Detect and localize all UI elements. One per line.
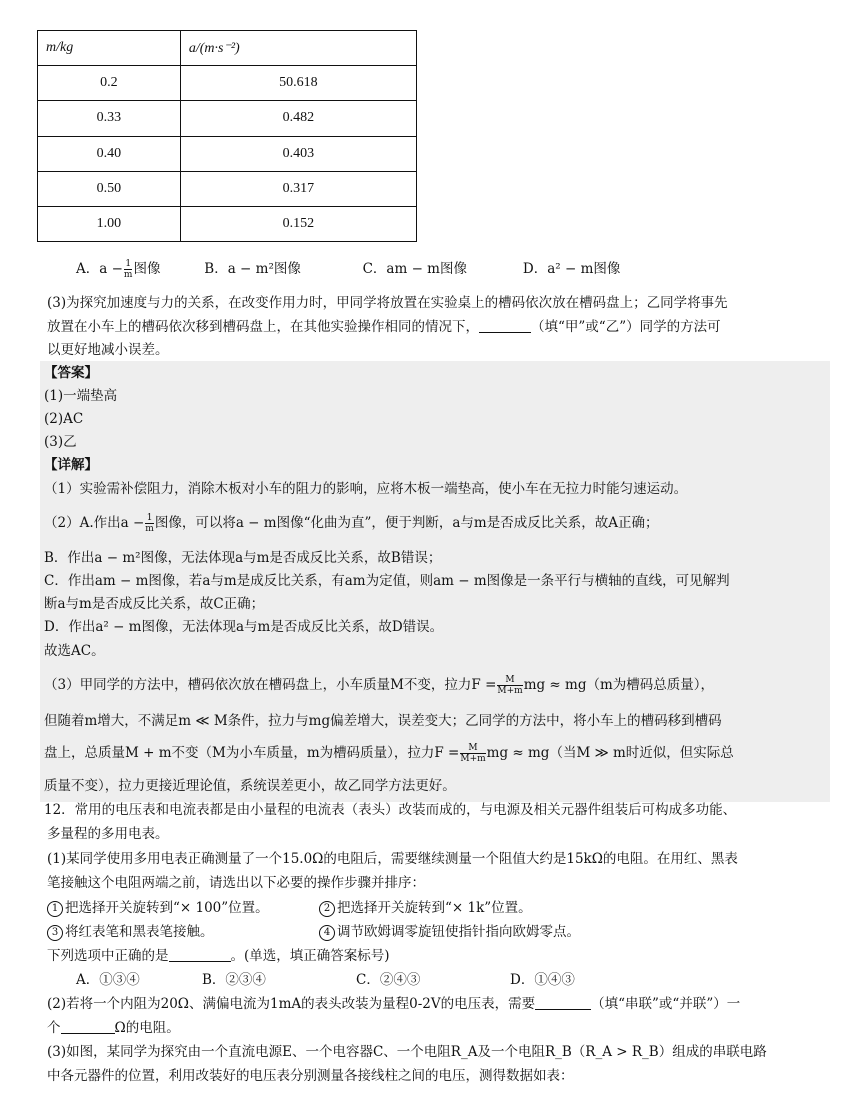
- answer-blank: [535, 995, 591, 1010]
- detail-p7-prefix: （3）甲同学的方法中，槽码依次放在槽码盘上，小车质量M不变，拉力F =: [44, 677, 497, 693]
- cell-mass: 0.50: [38, 171, 181, 206]
- detail-p9-fraction: [460, 743, 485, 764]
- fraction-numerator: M: [460, 743, 485, 754]
- detail-p9-prefix: 盘上，总质量M + m不变（M为小车质量，m为槽码质量），拉力F =: [44, 745, 460, 761]
- circled-number: 4: [319, 925, 335, 941]
- cell-mass: 0.33: [38, 101, 181, 136]
- fraction-denominator: M+m: [497, 686, 523, 696]
- detail-p3: B．作出a − m²图像，无法体现a与m是否成反比关系，故B错误；: [44, 550, 442, 566]
- detail-p4a: C．作出am − m图像，若a与m是成反比关系，有am为定值，则am − m图像是一条平行与横轴的直线，可见解判: [44, 573, 730, 589]
- fraction-numerator: 1: [125, 259, 132, 269]
- q3-line-2-prefix: 放置在小车上的槽码依次移到槽码盘上，在其他实验操作相同的情况下，: [47, 319, 479, 335]
- q12-p1b: 笔接触这个电阻两端之前，请选出以下必要的操作步骤并排序：: [47, 875, 425, 891]
- detail-p7-suffix: mg ≈ mg（m为槽码总质量），: [523, 677, 715, 693]
- cell-acceleration: 0.403: [180, 136, 416, 171]
- q12-p2b-prefix: 个: [47, 1020, 61, 1036]
- step-3-text: 将红表笔和黑表笔接触。: [65, 924, 214, 940]
- step-2: [319, 900, 532, 916]
- q12-p2b: [47, 1017, 834, 1039]
- q12-steps-row-2: [47, 921, 834, 943]
- q3-line-2-suffix: （填“甲”或“乙”）同学的方法可: [531, 319, 721, 335]
- q12-p2-prefix: (2)若将一个内阻为20Ω、满偏电流为1mA的表头改装为量程0-2V的电压表，需要: [47, 996, 536, 1012]
- step-2-text: 把选择开关旋转到“× 1k”位置。: [337, 900, 532, 916]
- header-acceleration: a/(m·s⁻²): [180, 31, 416, 66]
- q12-steps-row-1: [47, 897, 834, 919]
- q12-line-2: 多量程的多用电表。: [47, 826, 169, 842]
- table-row: [38, 101, 417, 136]
- fraction-numerator: M: [497, 675, 522, 686]
- header-mass: m/kg: [38, 31, 181, 66]
- fraction-denominator: m: [123, 270, 133, 280]
- q12-ask-suffix: 。(单选，填正确答案标号): [230, 948, 390, 964]
- fraction-numerator: 1: [146, 513, 153, 523]
- q3-line-2: [47, 316, 834, 338]
- detail-p2-suffix: 图像，可以将a − m图像“化曲为直”，便于判断，a与m是否成反比关系，故A正确；: [154, 515, 659, 531]
- q2-options: [76, 257, 620, 280]
- detail-title: 【详解】: [44, 457, 98, 473]
- q12-p3b: 中各元器件的位置，利用改装好的电压表分别测量各接线柱之间的电压，测得数据如表：: [47, 1068, 574, 1084]
- answer-title: 【答案】: [44, 365, 98, 381]
- step-4: [319, 924, 580, 940]
- cell-acceleration: 0.317: [180, 171, 416, 206]
- detail-p5: D．作出a² − m图像，无法体现a与m是否成反比关系，故D错误。: [44, 619, 444, 635]
- option-b: B．a − m²图像: [204, 261, 301, 277]
- q3-line-1: (3)为探究加速度与力的关系，在改变作用力时，甲同学将放置在实验桌上的槽码依次放在槽码盘上；乙同学将事先: [47, 295, 728, 311]
- answer-blank: [61, 1019, 115, 1034]
- q12-options: [76, 969, 834, 991]
- cell-acceleration: 0.152: [180, 206, 416, 241]
- detail-p6: 故选AC。: [44, 643, 105, 659]
- detail-p2-fraction: [145, 513, 154, 534]
- mass-acceleration-table: [37, 30, 417, 242]
- option-d: D．a² − m图像: [522, 261, 621, 277]
- cell-mass: 0.2: [38, 66, 181, 101]
- circled-number: 2: [319, 901, 335, 917]
- detail-p2-prefix: （2）A.作出a −: [44, 515, 145, 531]
- fraction-denominator: M+m: [460, 754, 486, 764]
- step-1-text: 把选择开关旋转到“× 100”位置。: [65, 900, 269, 916]
- answer-item-2: (2)AC: [44, 411, 84, 427]
- q12-p2b-suffix: Ω的电阻。: [114, 1020, 180, 1036]
- cell-mass: 1.00: [38, 206, 181, 241]
- step-1: [47, 897, 319, 919]
- circled-number: 1: [47, 901, 63, 917]
- table-row: [38, 171, 417, 206]
- detail-p2: [44, 512, 834, 534]
- detail-p9-suffix: mg ≈ mg（当M ≫ m时近似，但实际总: [486, 745, 734, 761]
- fraction-denominator: m: [145, 524, 154, 534]
- q12-p1a: (1)某同学使用多用电表正确测量了一个15.0Ω的电阻后，需要继续测量一个阻值大约是15kΩ的电阻。在用红、黑表: [47, 851, 738, 867]
- q12-option-b: B．②③④: [202, 972, 266, 988]
- q12-option-d: D．①④③: [510, 972, 575, 988]
- detail-p10: 质量不变），拉力更接近理论值，系统误差更小，故乙同学方法更好。: [44, 778, 456, 794]
- q3-line-3: 以更好地减小误差。: [47, 342, 169, 358]
- option-a-fraction: [124, 259, 133, 280]
- q12-ask: [47, 945, 834, 967]
- q12-option-a: A．①③④: [76, 972, 140, 988]
- circled-number: 3: [47, 925, 63, 941]
- table-row: [38, 206, 417, 241]
- table-row: [38, 136, 417, 171]
- step-3: [47, 921, 319, 943]
- option-a-suffix: 图像: [133, 261, 161, 277]
- answer-item-3: (3)乙: [44, 434, 77, 450]
- table-row: [38, 66, 417, 101]
- q12-line-1: 12．常用的电压表和电流表都是由小量程的电流表（表头）改装而成的，与电源及相关元器件组装后可构成多功能、: [44, 802, 737, 818]
- q12-p2-suffix: （填“串联”或“并联”）一: [591, 996, 741, 1012]
- detail-p9: [44, 742, 834, 764]
- table-header-row: [38, 31, 417, 66]
- step-4-text: 调节欧姆调零旋钮使指针指向欧姆零点。: [337, 924, 580, 940]
- option-c: C．am − m图像: [362, 261, 467, 277]
- detail-p7: [44, 674, 834, 696]
- cell-acceleration: 0.482: [180, 101, 416, 136]
- detail-p7-fraction: [497, 675, 522, 696]
- q12-ask-prefix: 下列选项中正确的是: [47, 948, 169, 964]
- option-a-prefix: A．a −: [76, 261, 123, 277]
- detail-p1: （1）实验需补偿阻力，消除木板对小车的阻力的影响，应将木板一端垫高，使小车在无拉力时能匀速运动。: [44, 481, 688, 497]
- answer-blank: [479, 318, 531, 333]
- answer-blank: [169, 947, 231, 962]
- detail-p8: 但随着m增大，不满足m ≪ M条件，拉力与mg偏差增大，误差变大；乙同学的方法中，将小车上的槽码移到槽码: [44, 713, 722, 729]
- q12-option-c: C．②④③: [356, 972, 421, 988]
- cell-mass: 0.40: [38, 136, 181, 171]
- option-a: [76, 257, 200, 280]
- detail-p4b: 断a与m是否成反比关系，故C正确；: [44, 596, 265, 612]
- cell-acceleration: 50.618: [180, 66, 416, 101]
- q12-p2: [47, 993, 834, 1015]
- answer-item-1: (1)一端垫高: [44, 388, 118, 404]
- q12-p3a: (3)如图，某同学为探究由一个直流电源E、一个电容器C、一个电阻R_A及一个电阻R_B（R_A > R_B）组成的串联电路: [47, 1044, 767, 1060]
